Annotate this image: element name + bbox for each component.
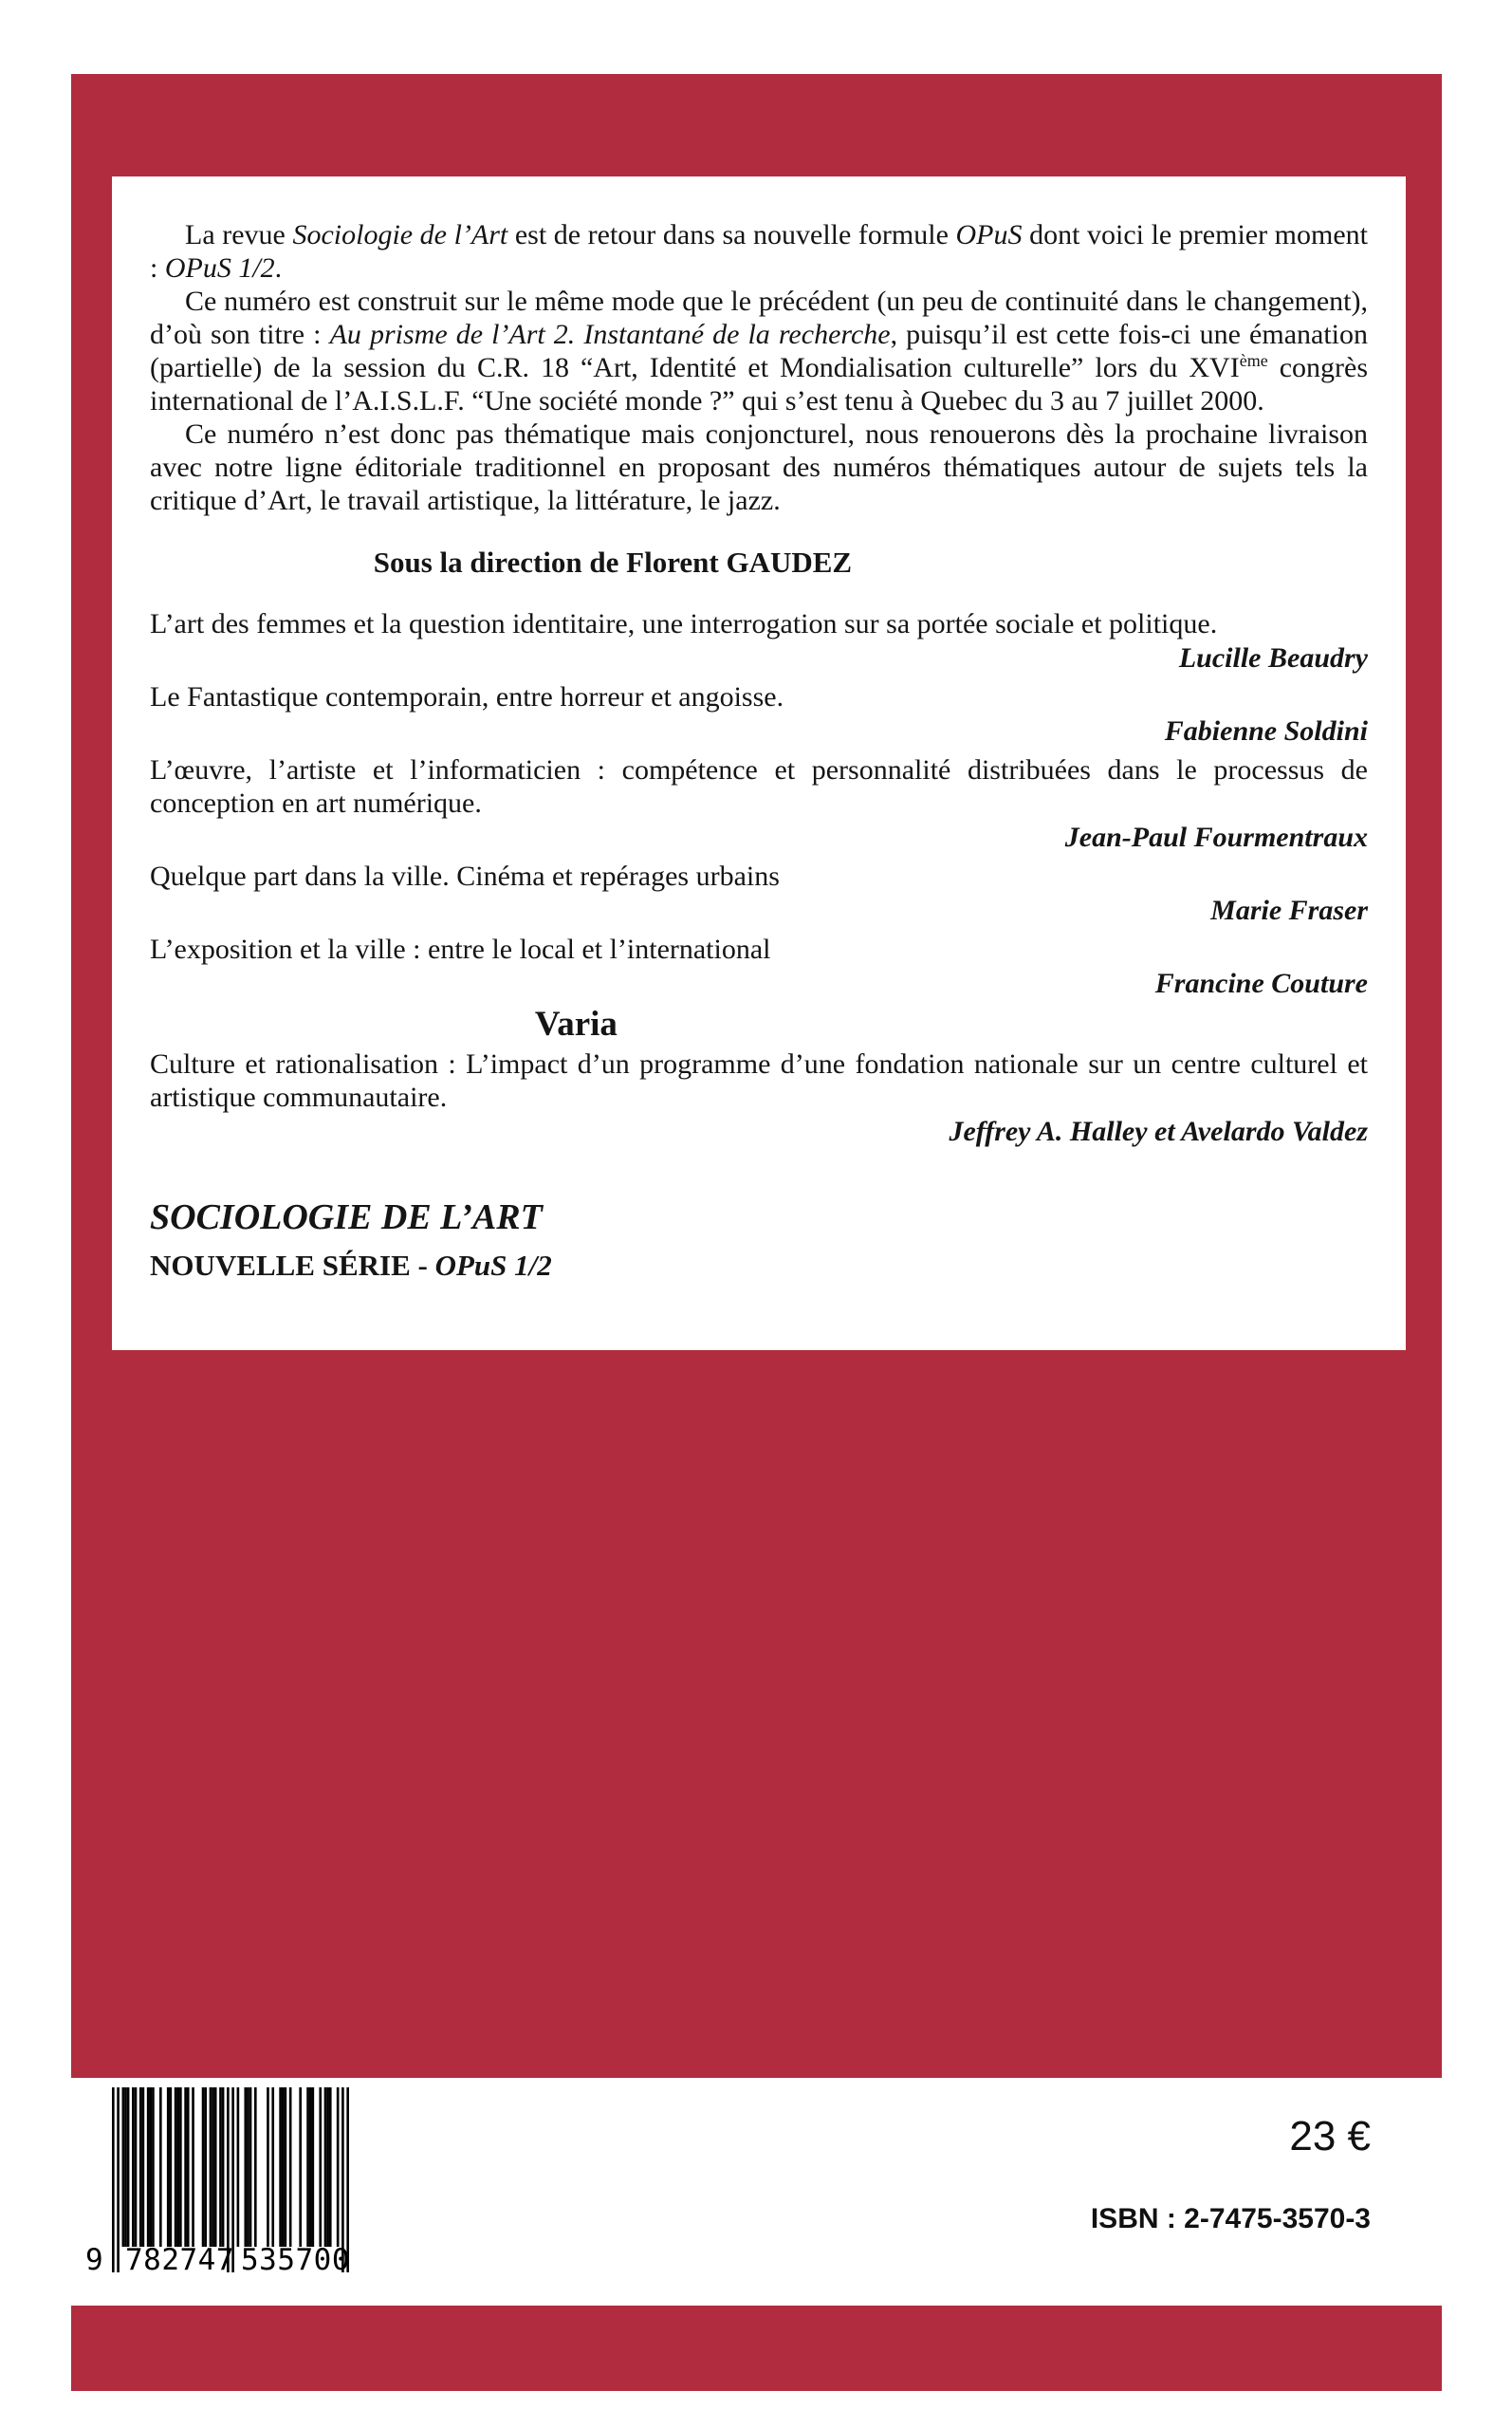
article-title: Le Fantastique contemporain, entre horreur et angoisse.: [150, 681, 784, 713]
series-title: SOCIOLOGIE DE L’ART: [150, 1197, 543, 1237]
text-run: congrès international de l’A.I.S.L.F. “Une société monde ?” qui s’est tenu à Quebec du 3 au 7 juillet 2000.: [150, 352, 1368, 417]
article-author: Jeffrey A. Halley et Avelardo Valdez: [949, 1116, 1368, 1147]
text-run-italic: OPuS: [955, 219, 1023, 250]
text-run: , puisqu’il est cette fois-ci une émanation (partielle) de la session du C.R. 18 “Art, Identité et Mondialisation culturelle” lors du XVI: [150, 319, 1368, 383]
text-run: .: [274, 252, 283, 284]
superscript-eme: ème: [1239, 351, 1268, 370]
text-run: La revue: [185, 219, 293, 250]
bottom-band: [0, 2078, 1512, 2306]
text-run: dont voici le premier moment :: [150, 219, 1368, 284]
article-entry-varia: [150, 1047, 1368, 1148]
text-run-italic: OPuS 1/2: [164, 252, 275, 284]
intro-paragraph-3: Ce numéro n’est donc pas thématique mais conjoncturel, nous renouerons dès la prochaine livraison avec notre ligne éditoriale traditionnel en proposant des numéros thématiques autour de sujets tels la critique d’Art, le travail artistique, la littérature, le jazz.: [150, 418, 1368, 516]
barcode-lead-digit: 9: [85, 2243, 104, 2277]
cover-red-frame: [71, 74, 1442, 2391]
article-author: Jean-Paul Fourmentraux: [1064, 822, 1368, 853]
intro-paragraph-2: [150, 285, 1368, 417]
barcode-right-digits: 535700: [241, 2243, 350, 2277]
barcode-left-digits: 782747: [125, 2243, 234, 2277]
article-title: Culture et rationalisation : L’impact d’un programme d’une fondation nationale sur un centre culturel et artistique communautaire.: [150, 1048, 1368, 1113]
intro-paragraph-1: [150, 218, 1368, 285]
text-run-italic: Sociologie de l’Art: [292, 219, 508, 250]
varia-heading: Varia: [534, 1005, 618, 1044]
article-entry: [150, 860, 1368, 927]
series-subtitle: [150, 1249, 1368, 1282]
article-entry: [150, 607, 1368, 675]
article-author: Lucille Beaudry: [1178, 642, 1368, 674]
article-entry: [150, 753, 1368, 854]
article-entry: [150, 680, 1368, 748]
text-run: est de retour dans sa nouvelle formule: [507, 219, 956, 250]
series-subtitle-opus: OPuS 1/2: [434, 1249, 552, 1282]
text-run-italic: Au prisme de l’Art 2. Instantané de la recherche: [329, 319, 891, 350]
barcode: [83, 2087, 354, 2291]
article-author: Marie Fraser: [1210, 895, 1368, 926]
price-isbn-block: [1091, 2114, 1371, 2235]
article-title: L’exposition et la ville : entre le local et l’international: [150, 934, 771, 965]
articles-list: [150, 607, 1368, 1148]
series-block: [150, 1197, 1368, 1282]
isbn-label: ISBN : 2-7475-3570-3: [1090, 2203, 1371, 2234]
article-title: L’œuvre, l’artiste et l’informaticien : compétence et personnalité distribuées dans le processus de conception en art numérique.: [150, 754, 1368, 819]
series-subtitle-prefix: NOUVELLE SÉRIE -: [150, 1249, 435, 1282]
price-label: 23 €: [1289, 2113, 1371, 2159]
article-title: Quelque part dans la ville. Cinéma et repérages urbains: [150, 861, 780, 892]
content-box: [112, 176, 1406, 1350]
article-author: Francine Couture: [1154, 968, 1368, 999]
article-author: Fabienne Soldini: [1164, 715, 1368, 747]
article-title: L’art des femmes et la question identitaire, une interrogation sur sa portée sociale et politique.: [150, 608, 1218, 639]
article-entry: [150, 933, 1368, 1000]
text-run: Ce numéro est construit sur le même mode que le précédent (un peu de continuité dans le changement), d’où son titre :: [150, 286, 1368, 350]
direction-heading: Sous la direction de Florent GAUDEZ: [373, 546, 853, 579]
